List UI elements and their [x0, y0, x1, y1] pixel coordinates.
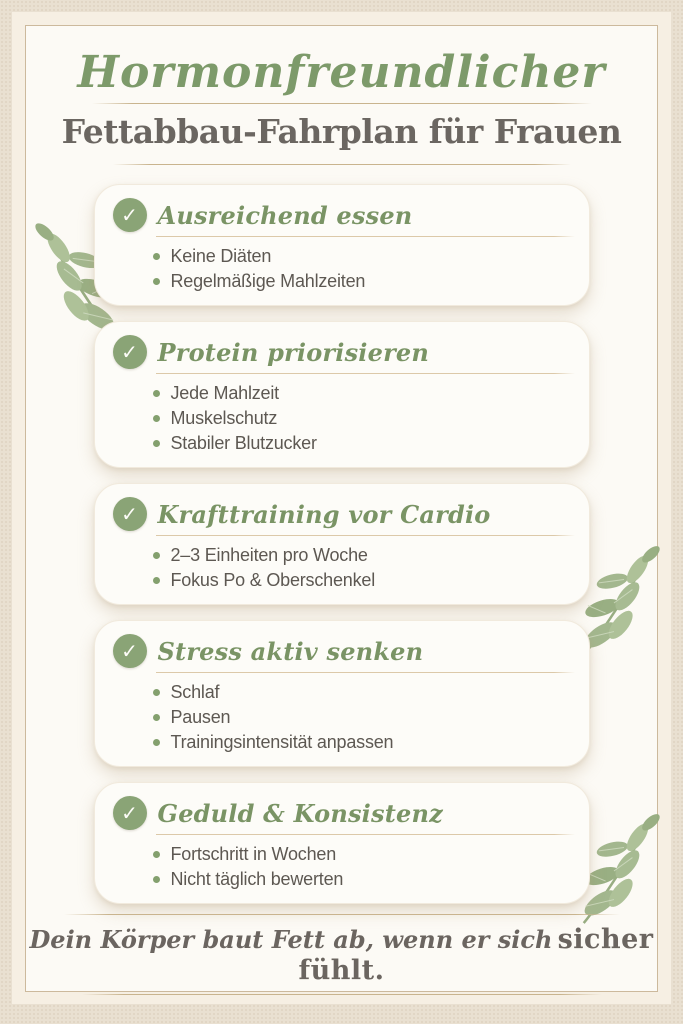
list-item-label: Fokus Po & Oberschenkel [170, 570, 376, 590]
list-item [153, 431, 565, 456]
list-item [153, 269, 565, 294]
poster-panel [25, 25, 658, 992]
check-icon: ✓ [113, 497, 147, 531]
list-item [153, 842, 565, 867]
bullet-dot-icon [153, 253, 160, 260]
card-title: Protein priorisieren [157, 337, 430, 367]
card-title: Geduld & Konsistenz [157, 798, 443, 828]
bullet-dot-icon [153, 390, 160, 397]
page-title: Hormonfreundlicher [77, 47, 606, 98]
footer-quote-emphasis: sicher fühlt. [298, 924, 654, 986]
leaf-branch-icon [577, 541, 661, 665]
list-item-label: Stabiler Blutzucker [170, 433, 317, 453]
checklist [94, 184, 590, 904]
bullet-dot-icon [153, 552, 160, 559]
card-title: Stress aktiv senken [157, 636, 424, 666]
card-divider [156, 535, 575, 536]
subtitle-divider [113, 164, 571, 165]
card-geduld-konsistenz [94, 782, 590, 904]
bullet-dot-icon [153, 739, 160, 746]
card-divider [156, 373, 575, 374]
list-item [153, 680, 565, 705]
bullet-dot-icon [153, 851, 160, 858]
bullet-dot-icon [153, 689, 160, 696]
list-item-label: Fortschritt in Wochen [170, 844, 337, 864]
list-item-label: Schlaf [170, 682, 220, 702]
card-divider [156, 834, 575, 835]
list-item [153, 244, 565, 269]
list-item-label: Regelmäßige Mahlzeiten [170, 271, 366, 291]
list-item [153, 543, 565, 568]
bullet-dot-icon [153, 714, 160, 721]
outer-mat [12, 12, 671, 1004]
list-item-label: Pausen [170, 707, 231, 727]
card-krafttraining-vor-cardio [94, 483, 590, 605]
card-protein-priorisieren [94, 321, 590, 468]
bullet-dot-icon [153, 278, 160, 285]
card-title: Ausreichend essen [157, 200, 413, 230]
footer-quote-regular: Dein Körper baut Fett ab, wenn er sich [29, 925, 553, 954]
card-divider [156, 672, 575, 673]
list-item-label: Nicht täglich bewerten [170, 869, 344, 889]
card-divider [156, 236, 575, 237]
list-item-label: Trainingsintensität anpassen [170, 732, 394, 752]
footer-quote [26, 915, 657, 988]
footer [26, 914, 657, 995]
list-item [153, 381, 565, 406]
title-divider [92, 103, 592, 104]
card-title: Krafttraining vor Cardio [157, 499, 491, 529]
list-item-label: Muskelschutz [170, 408, 278, 428]
footer-divider-bottom [82, 994, 602, 995]
list-item-label: 2–3 Einheiten pro Woche [170, 545, 368, 565]
check-icon: ✓ [113, 198, 147, 232]
list-item [153, 568, 565, 593]
card-ausreichend-essen [94, 184, 590, 306]
list-item-label: Keine Diäten [170, 246, 272, 266]
list-item [153, 867, 565, 892]
check-icon: ✓ [113, 796, 147, 830]
list-item [153, 705, 565, 730]
bullet-dot-icon [153, 415, 160, 422]
page-subtitle: Fettabbau-Fahrplan für Frauen [61, 112, 622, 151]
bullet-dot-icon [153, 577, 160, 584]
bullet-dot-icon [153, 876, 160, 883]
check-icon: ✓ [113, 634, 147, 668]
list-item [153, 406, 565, 431]
check-icon: ✓ [113, 335, 147, 369]
list-item [153, 730, 565, 755]
list-item-label: Jede Mahlzeit [170, 383, 279, 403]
bullet-dot-icon [153, 440, 160, 447]
card-stress-aktiv-senken [94, 620, 590, 767]
